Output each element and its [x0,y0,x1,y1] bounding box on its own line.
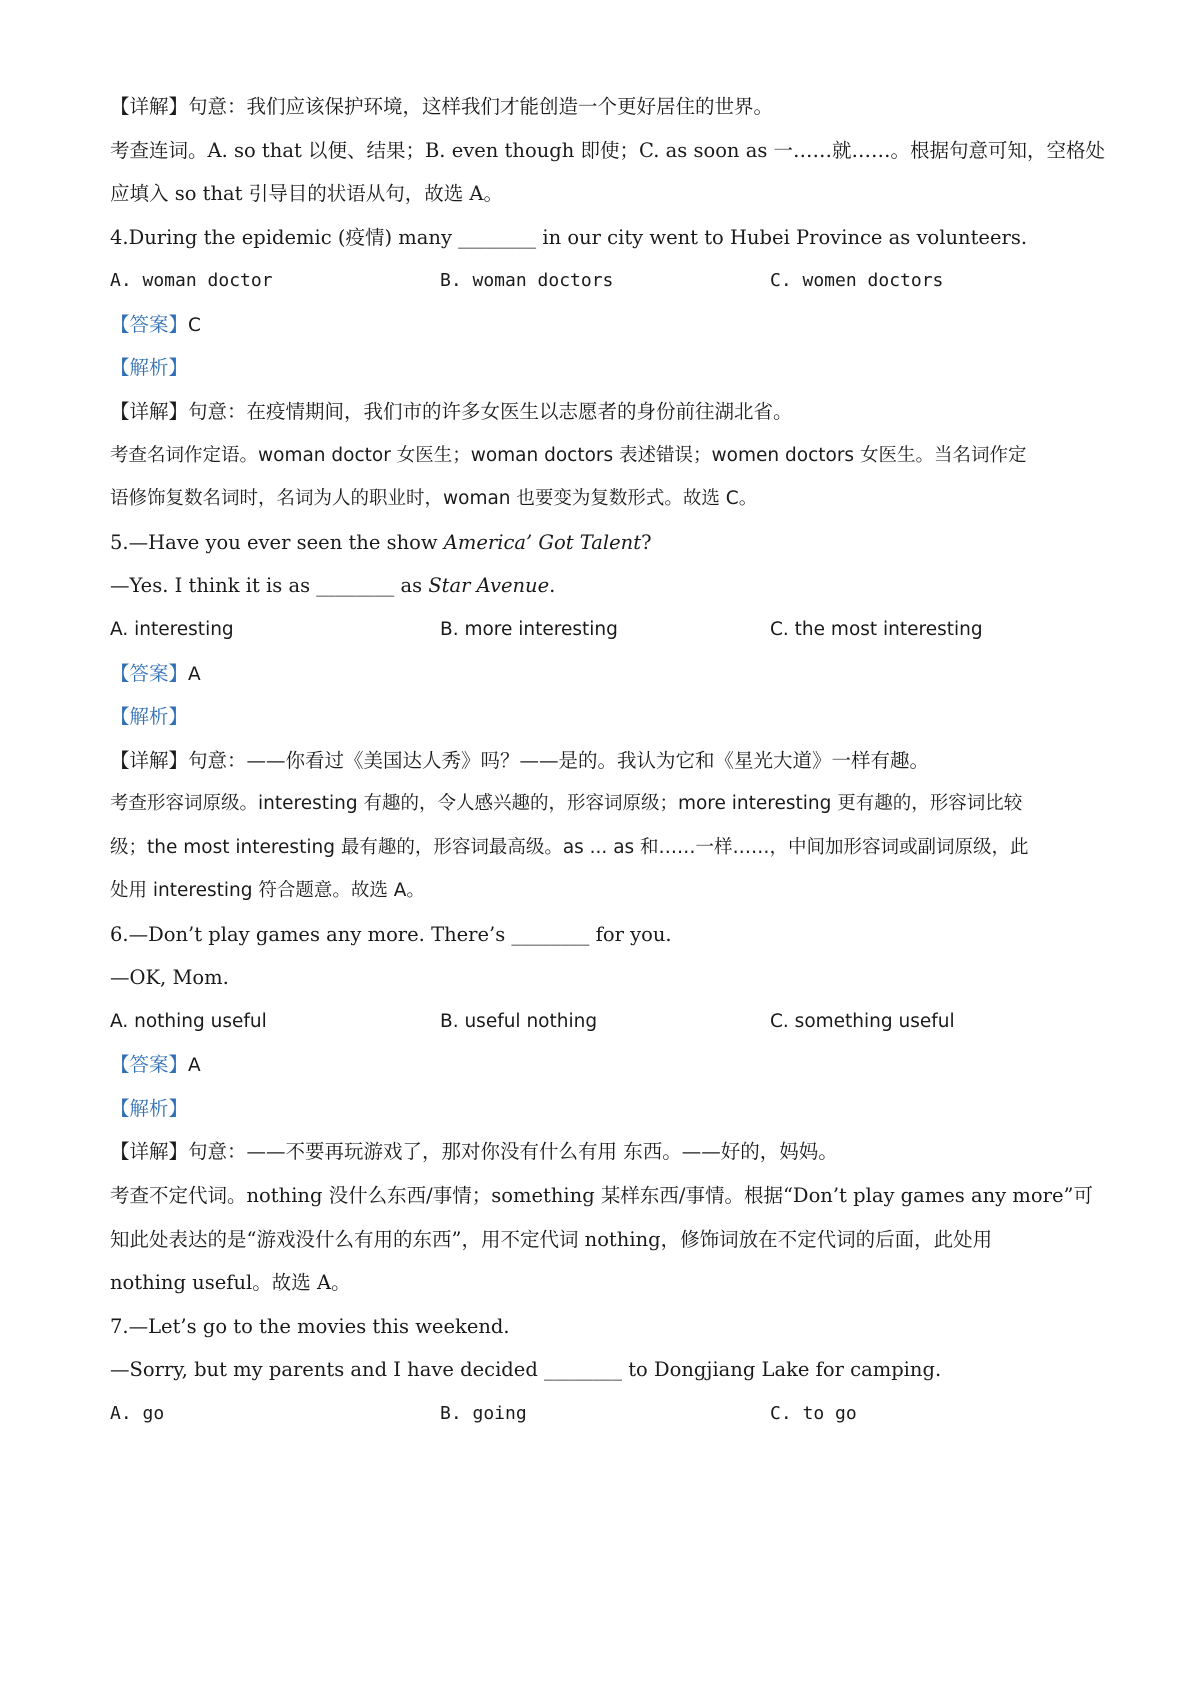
q5-show-title-2: Star Avenue [428,574,550,597]
q5-option-c: C. the most interesting [770,619,983,640]
q6-stem-2: —OK, Mom. [110,966,229,989]
q5-answer-line [110,659,1100,690]
q4-option-a: A. woman doctor [110,270,273,291]
answer-value: A [188,664,201,685]
detail-label: 【详解】 [110,95,189,118]
q4-option-c: C. women doctors [770,270,944,291]
prev-explain-line-2: 应填入 so that 引导目的状语从句，故选 A。 [110,182,503,205]
q5-detail-line [110,746,1100,776]
q6-option-b: B. useful nothing [440,1011,598,1032]
q6-explain-line-3: nothing useful。故选 A。 [110,1271,351,1294]
answer-label: 【答案】 [110,313,189,336]
detail-label: 【详解】 [110,1140,189,1163]
q5-explain-line-2: 级；the most interesting 最有趣的，形容词最高级。as ... as 和……一样……，中间加形容词或副词原级，此 [110,837,1029,858]
q6-detail-line [110,1137,1100,1167]
q6-option-c: C. something useful [770,1011,955,1032]
q6-explain-line-2: 知此处表达的是“游戏没什么有用的东西”，用不定代词 nothing，修饰词放在不定代词的后面，此处用 [110,1228,993,1251]
q7-option-b: B. going [440,1403,527,1424]
q4-stem: 4.During the epidemic (疫情) many ________ in our city went to Hubei Province as volunteers. [110,226,1028,249]
q7-options [110,1399,1100,1429]
detail-text: 句意：——不要再玩游戏了，那对你没有什么有用 东西。——好的，妈妈。 [188,1140,838,1163]
q5-stem-end: ? [641,531,652,554]
q5-stem2-end: . [549,574,556,597]
q6-answer-line [110,1050,1100,1081]
q4-explain-line-2: 语修饰复数名词时，名词为人的职业时，woman 也要变为复数形式。故选 C。 [110,488,758,509]
q7-option-c: C. to go [770,1403,857,1424]
q6-explain-line-1: 考查不定代词。nothing 没什么东西/事情；something 某样东西/事情。根据“Don’t play games any more”可 [110,1184,1093,1207]
q4-option-b: B. woman doctors [440,270,614,291]
prev-explain-line-1: 考查连词。A. so that 以便、结果；B. even though 即使；C. as soon as 一……就……。根据句意可知，空格处 [110,139,1106,162]
q5-stem-text: 5.—Have you ever seen the show [110,531,444,554]
q4-analysis-label: 【解析】 [110,356,189,379]
q5-stem-2 [110,571,1100,601]
q5-explain-line-1: 考查形容词原级。interesting 有趣的，令人感兴趣的，形容词原级；more interesting 更有趣的，形容词比较 [110,793,1023,814]
answer-value: A [188,1055,201,1076]
q4-detail-line [110,397,1100,427]
q4-options [110,266,1100,296]
detail-text: 句意：——你看过《美国达人秀》吗？——是的。我认为它和《星光大道》一样有趣。 [188,749,930,772]
answer-value: C [188,315,201,336]
q5-stem2-text: —Yes. I think it is as ________ as [110,574,429,597]
q5-option-a: A. interesting [110,619,234,640]
detail-text: 句意：在疫情期间，我们市的许多女医生以志愿者的身份前往湖北省。 [188,400,793,423]
detail-text: 句意：我们应该保护环境，这样我们才能创造一个更好居住的世界。 [188,95,774,118]
q5-stem [110,528,1100,558]
q5-explain-line-3: 处用 interesting 符合题意。故选 A。 [110,880,425,901]
answer-label: 【答案】 [110,1053,189,1076]
q7-stem: 7.—Let’s go to the movies this weekend. [110,1315,510,1338]
answer-label: 【答案】 [110,662,189,685]
q4-answer-line [110,310,1100,341]
q5-options [110,615,1100,645]
q5-analysis-label: 【解析】 [110,705,189,728]
prev-detail-line [110,92,1100,122]
detail-label: 【详解】 [110,749,189,772]
detail-label: 【详解】 [110,400,189,423]
q6-analysis-label: 【解析】 [110,1097,189,1120]
q6-options [110,1007,1100,1037]
q7-option-a: A. go [110,1403,165,1424]
q5-option-b: B. more interesting [440,619,618,640]
q5-show-title: America’ Got Talent [443,531,642,554]
q4-explain-line-1: 考查名词作定语。woman doctor 女医生；woman doctors 表述错误；women doctors 女医生。当名词作定 [110,445,1027,466]
q6-stem: 6.—Don’t play games any more. There’s ________ for you. [110,923,672,946]
q7-stem-2: —Sorry, but my parents and I have decided ________ to Dongjiang Lake for camping. [110,1358,942,1381]
q6-option-a: A. nothing useful [110,1011,267,1032]
